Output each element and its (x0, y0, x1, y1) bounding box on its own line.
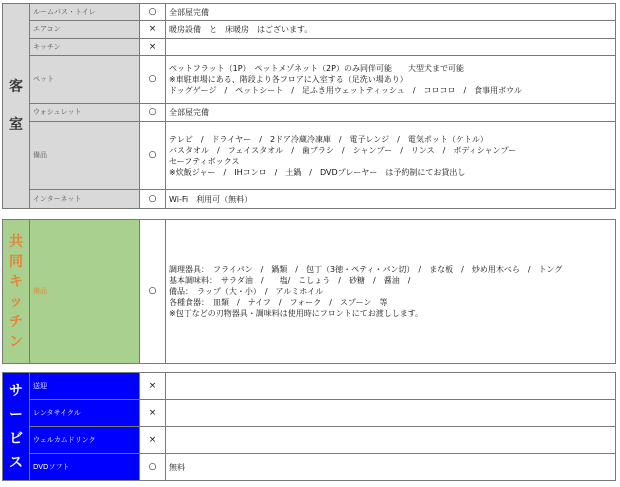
kitchen-category-label: 共 同 キ ッ チ ン (3, 220, 30, 364)
availability-mark: ○ (140, 190, 166, 209)
availability-mark: ○ (140, 454, 166, 481)
row-label: キッチン (30, 39, 140, 56)
table-row (3, 104, 616, 122)
row-value: ペットフラット（1P） ペットメゾネット（2P）のみ同伴可能 大型犬まで可能 ※車駐車場にある、階段より各フロアに入室する（足洗い場あり） ドッグゲージ / ペットシート / 足ふき用ウェットティッシュ / コロコロ / 食事用ボウル (166, 56, 616, 104)
table-row (3, 220, 616, 364)
table-row (3, 122, 616, 190)
row-value: 暖房設備 と 床暖房 はございます。 (166, 21, 616, 39)
table-row (3, 39, 616, 56)
row-value: 無料 (166, 454, 616, 481)
table-row (3, 427, 616, 454)
row-value: 全部屋完備 (166, 4, 616, 21)
availability-mark: ○ (140, 220, 166, 364)
table-row (3, 373, 616, 400)
availability-mark: × (140, 373, 166, 400)
row-label: ペット (30, 56, 140, 104)
row-label: ウェルカムドリンク (30, 427, 140, 454)
row-value (166, 427, 616, 454)
table-row (3, 21, 616, 39)
table-row (3, 56, 616, 104)
row-value (166, 400, 616, 427)
row-label: ルームバス・トイレ (30, 4, 140, 21)
row-label: レンタサイクル (30, 400, 140, 427)
row-label: エアコン (30, 21, 140, 39)
availability-mark: × (140, 39, 166, 56)
availability-mark: × (140, 21, 166, 39)
row-value: Wi-Fi 利用可（無料） (166, 190, 616, 209)
row-value: 調理器具： フライパン / 鍋類 / 包丁（3徳・ペティ・パン切） / まな板 / 炒め用木べら / トング 基本調味料： サラダ油 / 塩/ こしょう / 砂糖 / 醤油 / 備品： ラップ（大・小） / アルミホイル 各種食器： 皿類 / ナイフ / フォーク / スプーン 等 ※包丁などの刃物器具・調味料は使用時にフロントにてお渡しします。 (166, 220, 616, 364)
table-row (3, 400, 616, 427)
row-value: テレビ / ドライヤー / 2ドア冷蔵冷凍庫 / 電子レンジ / 電気ポット（ケトル） バスタオル / フェイスタオル / 歯ブラシ / シャンプー / リンス / ボディシャンプー セーフティボックス ※炊飯ジャー / IHコンロ / 土鍋 / DVDプレーヤー は予約制にてお貸出し (166, 122, 616, 190)
row-value (166, 373, 616, 400)
row-label: 備品 (30, 122, 140, 190)
table-row (3, 454, 616, 481)
room-category-label: 客 室 (3, 4, 30, 209)
row-label: 送迎 (30, 373, 140, 400)
shared-kitchen-table (2, 219, 616, 364)
availability-mark: ○ (140, 4, 166, 21)
availability-mark: ○ (140, 122, 166, 190)
row-label: インターネット (30, 190, 140, 209)
services-table (2, 372, 616, 481)
availability-mark: × (140, 400, 166, 427)
availability-mark: ○ (140, 56, 166, 104)
row-value (166, 39, 616, 56)
row-label: DVDソフト (30, 454, 140, 481)
row-value: 全部屋完備 (166, 104, 616, 122)
table-row (3, 190, 616, 209)
availability-mark: × (140, 427, 166, 454)
row-label: 備品 (30, 220, 140, 364)
room-amenities-table (2, 3, 616, 209)
table-row (3, 4, 616, 21)
service-category-label: サ ー ビ ス (3, 373, 30, 481)
row-label: ウォシュレット (30, 104, 140, 122)
availability-mark: ○ (140, 104, 166, 122)
